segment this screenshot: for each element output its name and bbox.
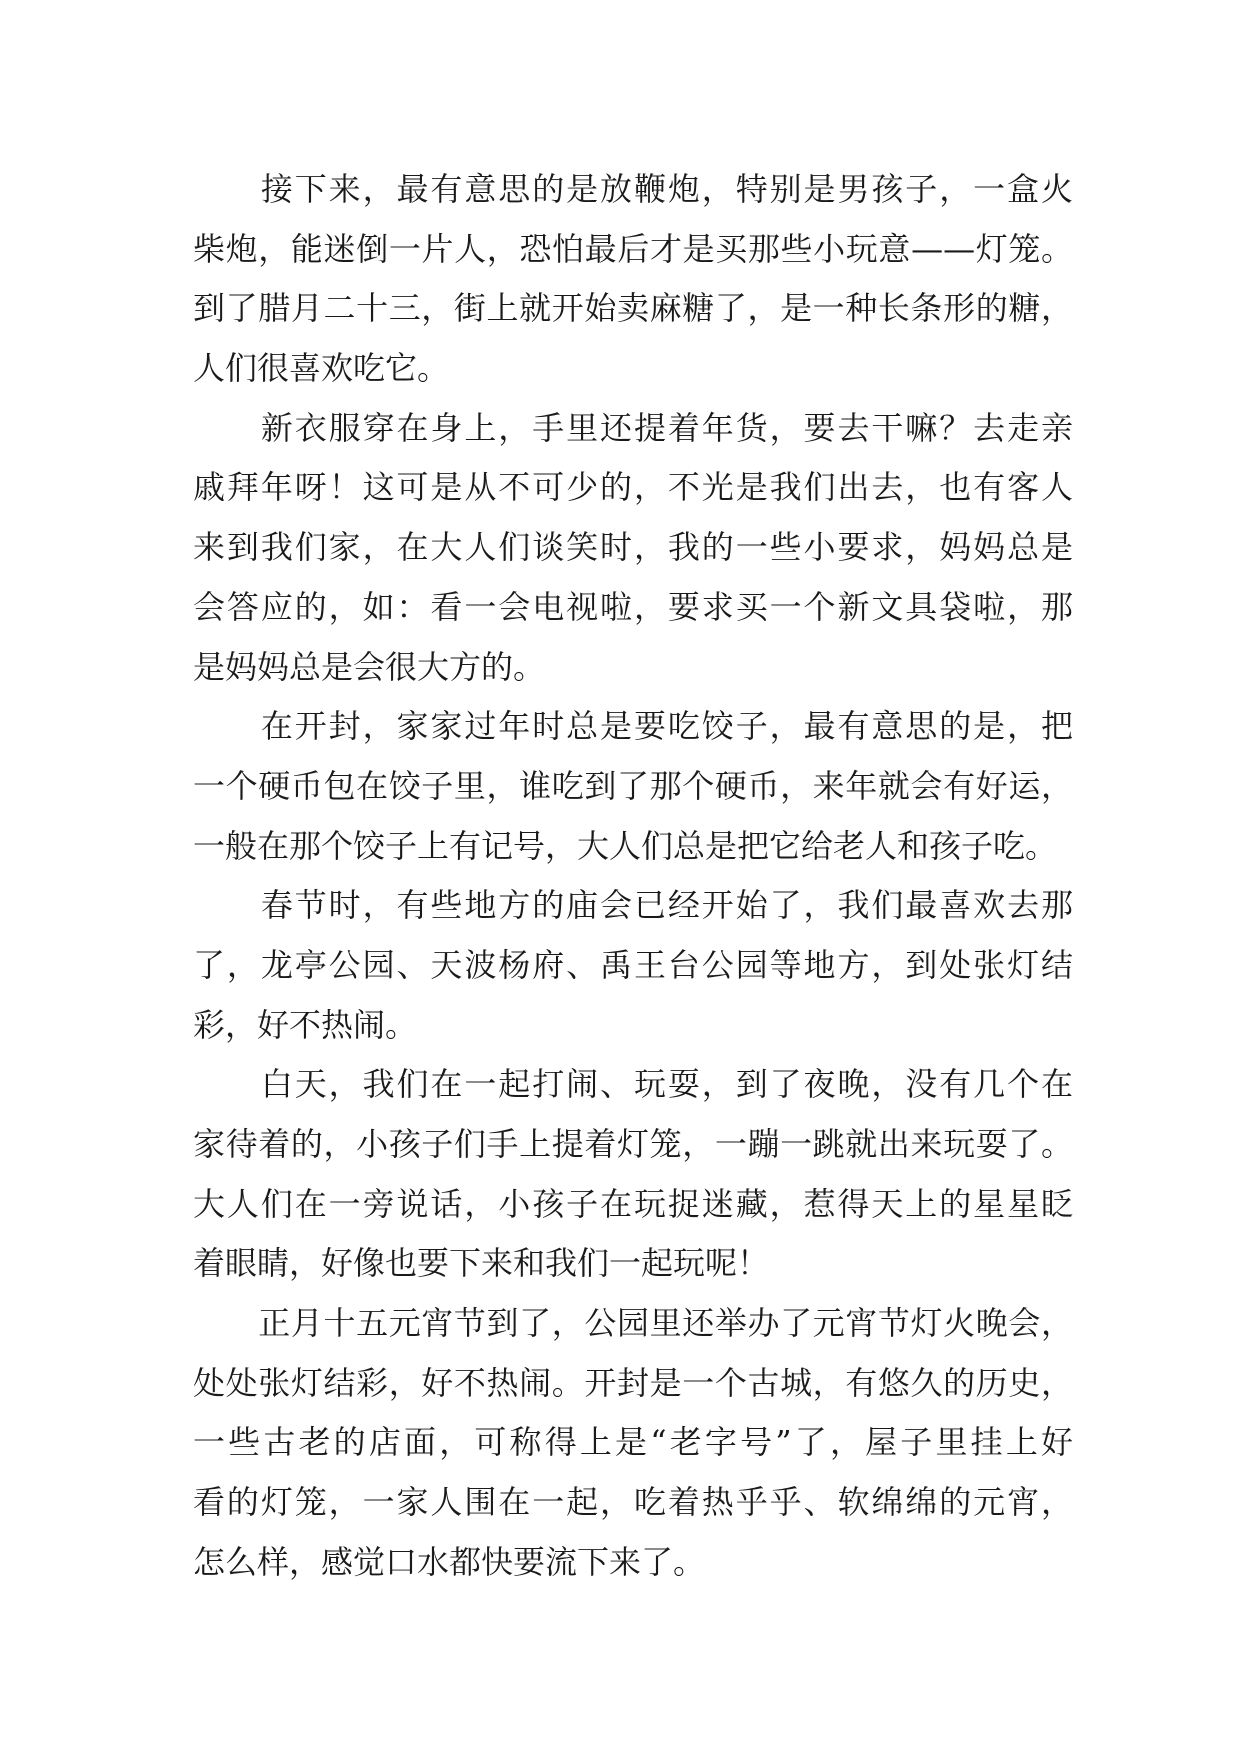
text-line: 白天，我们在一起打闹、玩耍，到了夜晚，没有几个在	[193, 1065, 1073, 1104]
text-line: 一些古老的店面，可称得上是“老字号”了，屋子里挂上好	[193, 1423, 1073, 1462]
text-line: 彩，好不热闹。	[193, 1005, 418, 1044]
text-line: 着眼睛，好像也要下来和我们一起玩呢！	[193, 1244, 770, 1283]
text-line: 处处张灯结彩，好不热闹。开封是一个古城，有悠久的历史，	[193, 1363, 1073, 1402]
text-line: 来到我们家，在大人们谈笑时，我的一些小要求，妈妈总是	[193, 528, 1073, 567]
paragraph-dumplings	[193, 697, 1073, 876]
text-line: 是妈妈总是会很大方的。	[193, 647, 546, 686]
text-line: 在开封，家家过年时总是要吃饺子，最有意思的是，把	[193, 707, 1073, 746]
text-line: 了，龙亭公园、天波杨府、禹王台公园等地方，到处张灯结	[193, 945, 1073, 984]
text-line: 看的灯笼，一家人围在一起，吃着热乎乎、软绵绵的元宵，	[193, 1483, 1073, 1522]
text-line: 新衣服穿在身上，手里还提着年货，要去干嘛？去走亲	[193, 408, 1073, 447]
text-line: 一般在那个饺子上有记号，大人们总是把它给老人和孩子吃。	[193, 826, 1058, 865]
text-line: 大人们在一旁说话，小孩子在玩捉迷藏，惹得天上的星星眨	[193, 1184, 1073, 1223]
document-body	[193, 160, 1073, 1593]
paragraph-playing-at-night	[193, 1055, 1073, 1294]
text-line: 到了腊月二十三，街上就开始卖麻糖了，是一种长条形的糖，	[193, 289, 1073, 328]
text-line: 春节时，有些地方的庙会已经开始了，我们最喜欢去那	[193, 886, 1073, 925]
text-line: 柴炮，能迷倒一片人，恐怕最后才是买那些小玩意——灯笼。	[193, 229, 1073, 268]
text-line: 一个硬币包在饺子里，谁吃到了那个硬币，来年就会有好运，	[193, 766, 1073, 805]
paragraph-temple-fair	[193, 876, 1073, 1055]
text-line: 会答应的，如：看一会电视啦，要求买一个新文具袋啦，那	[193, 587, 1073, 626]
text-line: 人们很喜欢吃它。	[193, 349, 450, 388]
paragraph-firecrackers	[193, 160, 1073, 399]
text-line: 家待着的，小孩子们手上提着灯笼，一蹦一跳就出来玩耍了。	[193, 1125, 1073, 1163]
text-line: 怎么样，感觉口水都快要流下来了。	[193, 1542, 706, 1581]
text-line: 接下来，最有意思的是放鞭炮，特别是男孩子，一盒火	[193, 170, 1073, 208]
paragraph-lantern-festival	[193, 1294, 1073, 1592]
text-line: 正月十五元宵节到了，公园里还举办了元宵节灯火晚会，	[193, 1304, 1073, 1343]
text-line: 戚拜年呀！这可是从不可少的，不光是我们出去，也有客人	[193, 468, 1073, 507]
paragraph-visiting-relatives	[193, 399, 1073, 697]
